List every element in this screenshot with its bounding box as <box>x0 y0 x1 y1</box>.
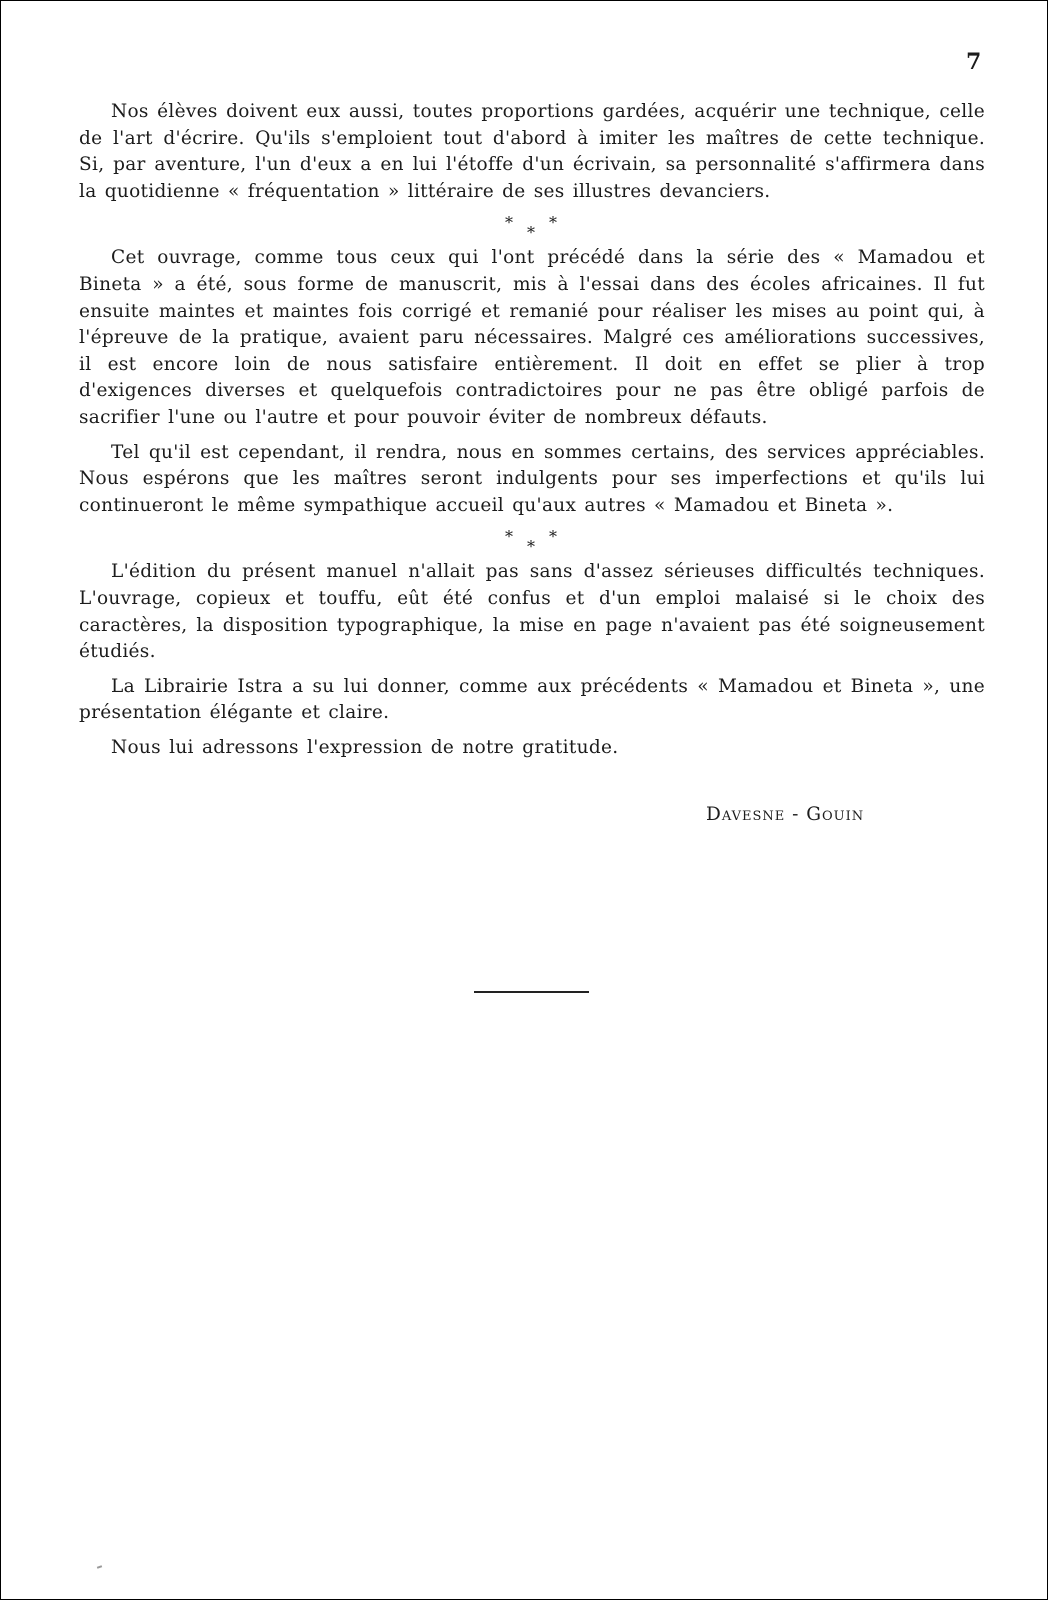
section-separator-2 <box>79 527 985 557</box>
paragraph-1: Nos élèves doivent eux aussi, toutes proportions gardées, acquérir une technique, celle de l'art d'écrire. Qu'ils s'emploient tout d'abord à imiter les maîtres de cette technique. Si, par aventure, l'un d'eux a en lui l'étoffe d'un écrivain, sa personnalité s'affirmera dans la quotidienne « fréquentation » littéraire de ses illustres devanciers. <box>79 101 985 202</box>
signature: Davesne - Gouin <box>706 804 865 825</box>
paragraph-2: Cet ouvrage, comme tous ceux qui l'ont précédé dans la série des « Mamadou et Bineta » a été, sous forme de manuscrit, mis à l'essai dans des écoles africaines. Il fut ensuite maintes et maintes fois corrigé et remanié pour réaliser les mises au point qui, à l'épreuve de la pratique, avaient paru nécessaires. Malgré ces améliorations successives, il est encore loin de nous satisfaire entièrement. Il doit en effet se plier à trop d'exigences diverses et quelquefois contradictoires pour ne pas être obligé parfois de sacrifier l'une ou l'autre et pour pouvoir éviter de nombreux défauts. <box>79 247 985 428</box>
section-separator-1 <box>79 213 985 243</box>
page-number: 7 <box>966 49 982 75</box>
asterisk: * <box>527 537 536 557</box>
body-text <box>79 99 985 769</box>
closing-rule <box>474 991 589 993</box>
asterisk: * <box>549 213 558 233</box>
paragraph-5: La Librairie Istra a su lui donner, comme aux précédents « Mamadou et Bineta », une présentation élégante et claire. <box>79 675 985 724</box>
asterisk: * <box>527 223 536 243</box>
paragraph-3: Tel qu'il est cependant, il rendra, nous en sommes certains, des services appréciables. Nous espérons que les maîtres seront indulgents pour ses imperfections et qu'ils lui continueront le même sympathique accueil qu'aux autres « Mamadou et Bineta ». <box>79 441 985 516</box>
paragraph-4: L'édition du présent manuel n'allait pas sans d'assez sérieuses difficultés techniques. L'ouvrage, copieux et touffu, eût été confus et d'un emploi malaisé si le choix des caractères, la disposition typographique, la mise en page n'avaient pas été soigneusement étudiés. <box>79 561 985 663</box>
asterisk: * <box>505 527 514 547</box>
paragraph-6: Nous lui adressons l'expression de notre gratitude. <box>111 736 619 758</box>
print-speck <box>97 1565 102 1569</box>
asterisk: * <box>505 213 514 233</box>
asterisk: * <box>549 527 558 547</box>
